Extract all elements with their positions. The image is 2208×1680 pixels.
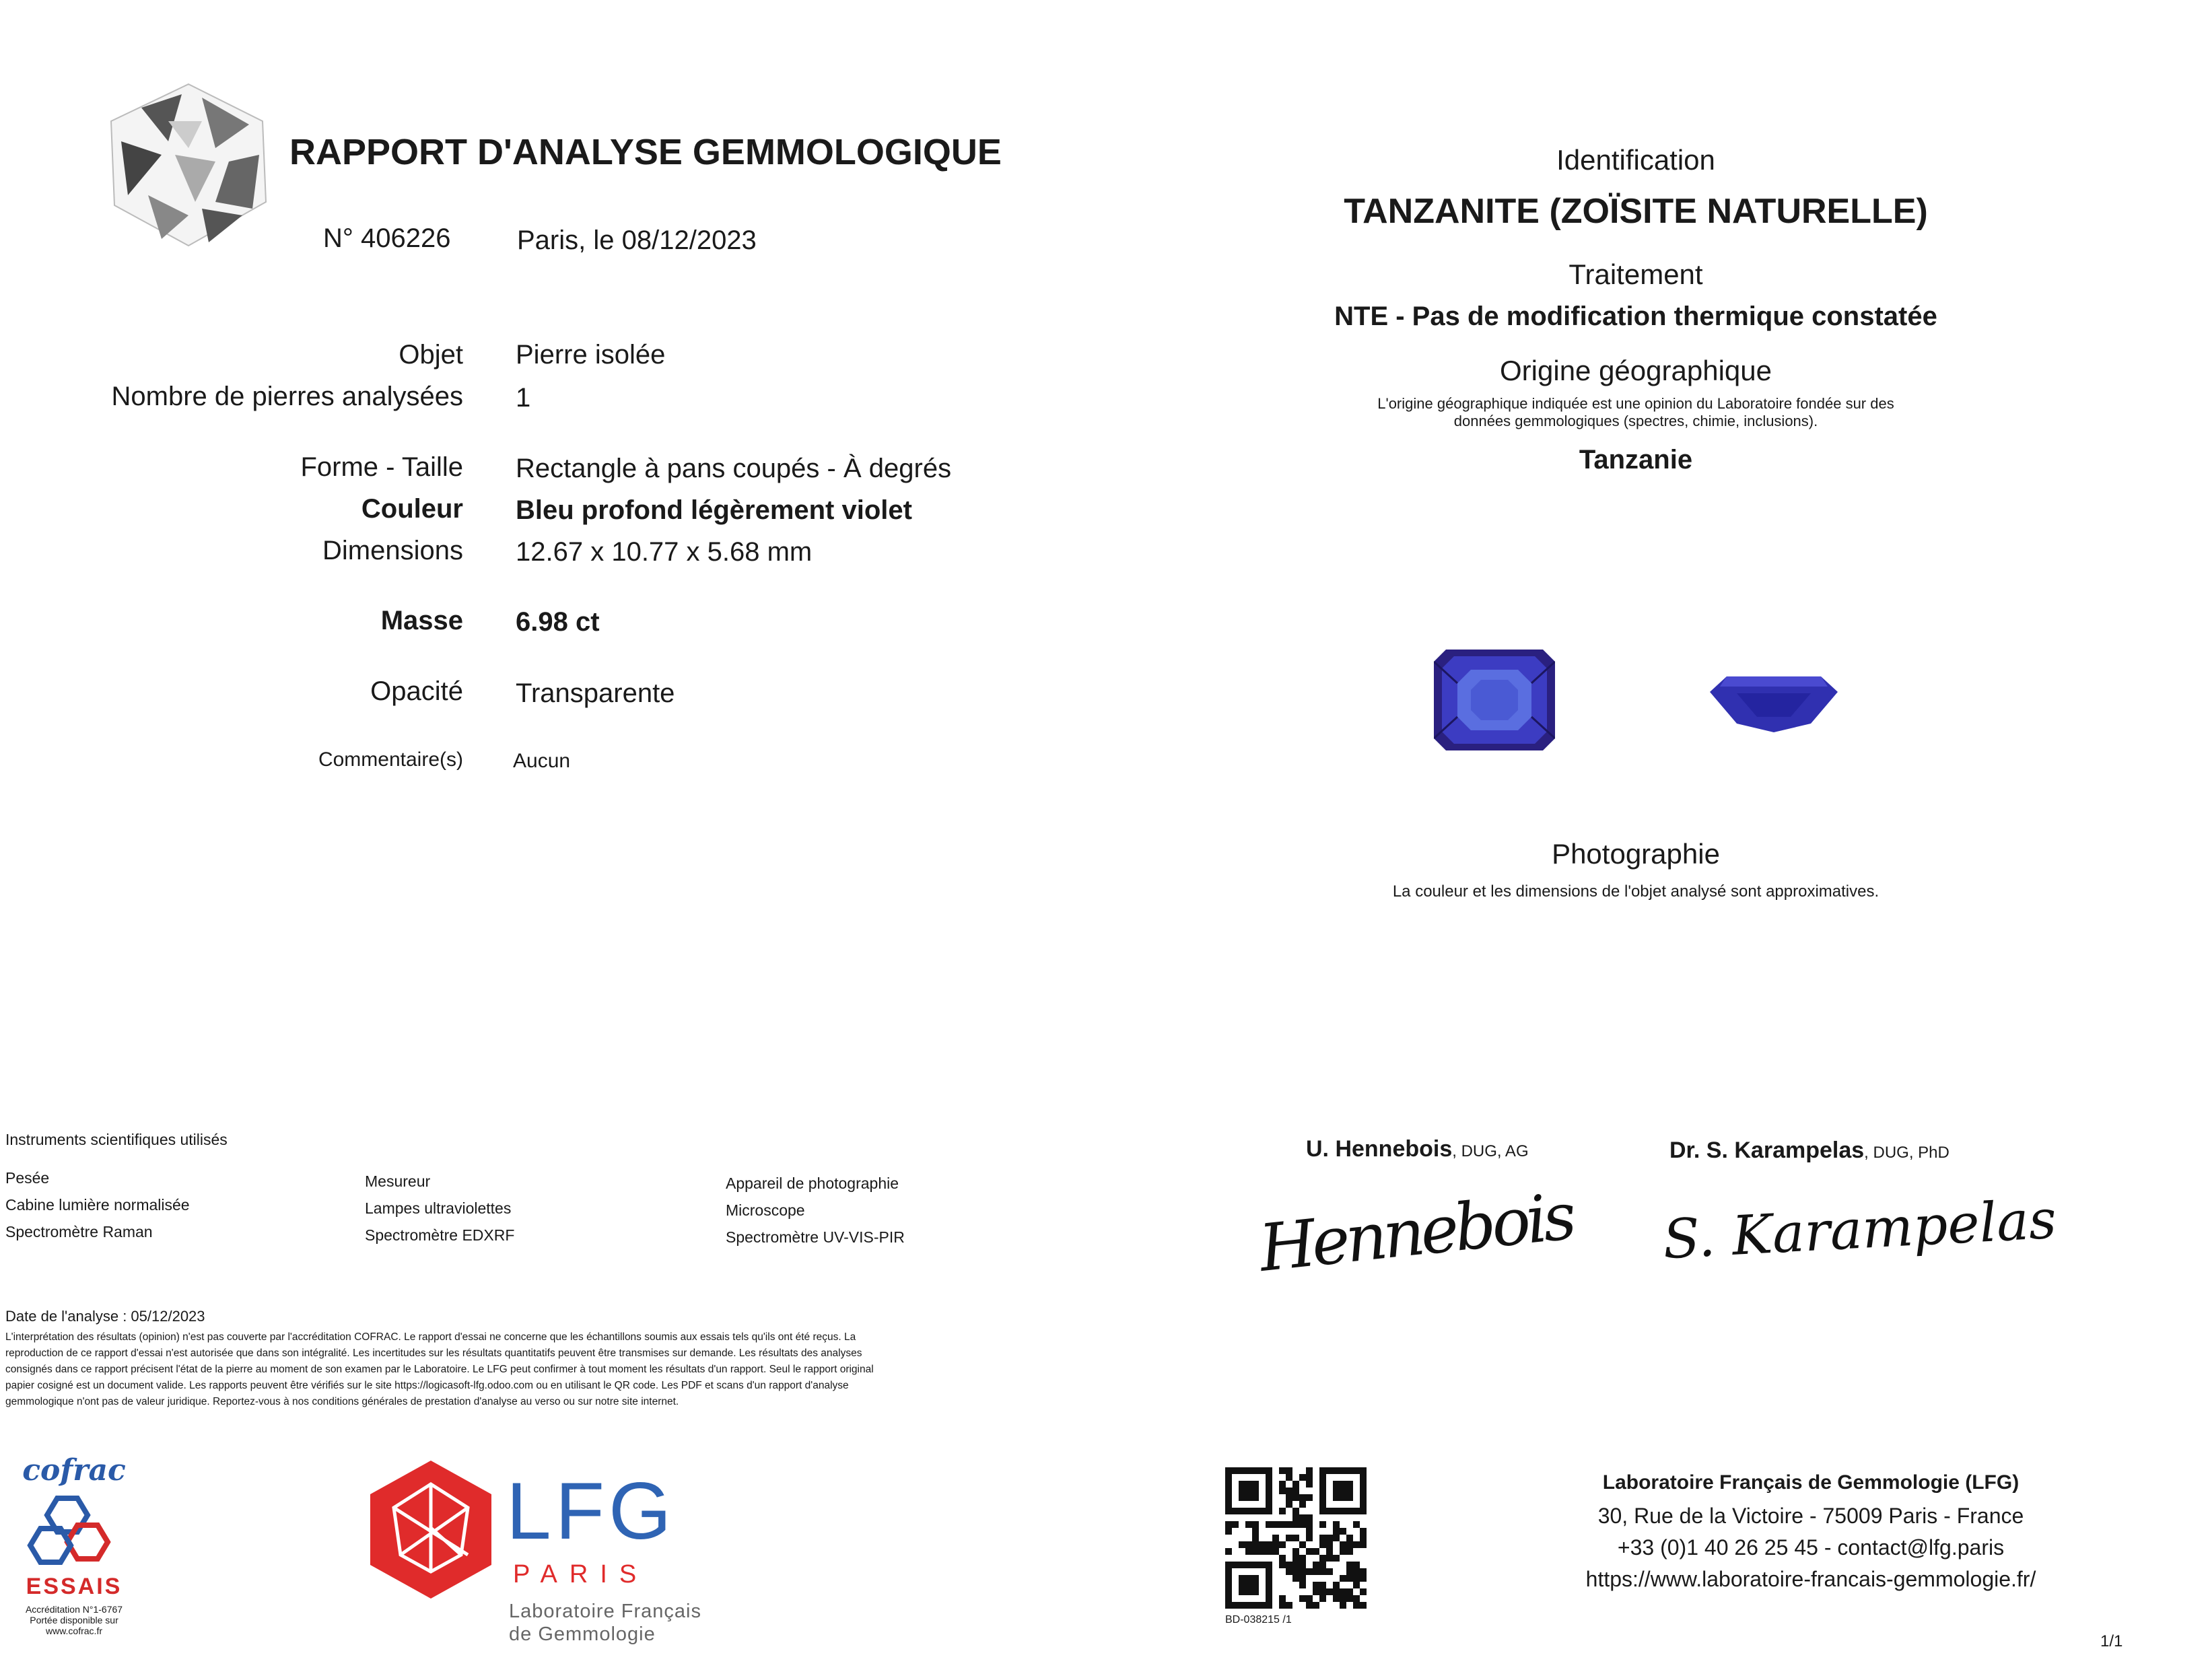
photo-block [1239, 838, 2033, 901]
photo-heading: Photographie [1552, 838, 1720, 870]
identification-value: TANZANITE (ZOÏSITE NATURELLE) [1344, 192, 1928, 231]
instrument-item: Microscope [726, 1201, 805, 1219]
dimensions-label: Dimensions [322, 536, 463, 565]
objet-label: Objet [399, 340, 463, 370]
instrument-item: Spectromètre EDXRF [365, 1226, 515, 1244]
instruments-col-3 [726, 1170, 905, 1251]
page-number: 1/1 [2100, 1632, 2123, 1650]
identification-block [1239, 144, 2033, 475]
dimensions-value: 12.67 x 10.77 x 5.68 mm [516, 537, 813, 567]
couleur-label: Couleur [361, 494, 463, 524]
instruments-col-1 [5, 1164, 190, 1245]
date-analyse: Date de l'analyse : 05/12/2023 [5, 1308, 205, 1325]
instrument-item: Lampes ultraviolettes [365, 1199, 512, 1217]
opacite-label: Opacité [370, 676, 463, 706]
instrument-item: Spectromètre UV-VIS-PIR [726, 1228, 905, 1246]
signatory-1-name: U. Hennebois [1306, 1136, 1453, 1162]
qr-caption: BD-038215 /1 [1225, 1614, 1292, 1625]
legal-line: gemmologique n'ont pas de valeur juridique. Reportez-vous à nos conditions générales de prestation d'analyse au verso ou sur notre site internet. [5, 1396, 679, 1407]
cofrac-site: www.cofrac.fr [45, 1625, 102, 1636]
signatory-1 [1306, 1136, 1529, 1162]
commentaire-value: Aucun [513, 750, 571, 772]
couleur-value: Bleu profond légèrement violet [516, 495, 912, 525]
lfg-subtitle-1: Laboratoire Français [509, 1601, 701, 1622]
qr-code-icon[interactable] [1225, 1467, 1367, 1609]
lab-contact: +33 (0)1 40 26 25 45 - contact@lfg.paris [1617, 1535, 2005, 1560]
lab-address: 30, Rue de la Victoire - 75009 Paris - France [1597, 1504, 2024, 1528]
masse-value: 6.98 ct [516, 607, 600, 637]
gem-photo-top-view [1434, 650, 1555, 750]
origine-note-1: L'origine géographique indiquée est une opinion du Laboratoire fondée sur des [1377, 395, 1894, 412]
cofrac-brand: cofrac [22, 1453, 126, 1488]
legal-line: papier cosigné est un document valide. Les rapports peuvent être vérifiés sur le site https://logicasoft-lfg.odoo.com ou en utilisant le QR code. Les PDF et scans d'un rapport d'analyse [5, 1380, 849, 1391]
legal-line: consignés dans ce rapport précisent l'état de la pierre au moment de son examen par le Laboratoire. Le LFG peut confirmer à tout moment les résultats d'un rapport. Seul le rapport original [5, 1364, 874, 1375]
lab-address-block [1521, 1471, 2100, 1592]
signatory-1-title: , DUG, AG [1452, 1142, 1529, 1160]
gem-photo-side-view [1710, 673, 1838, 734]
nombre-label: Nombre de pierres analysées [111, 382, 463, 411]
instrument-item: Mesureur [365, 1172, 431, 1190]
opacite-value: Transparente [516, 678, 675, 708]
report-place-date: Paris, le 08/12/2023 [517, 225, 757, 255]
traitement-heading: Traitement [1568, 258, 1703, 290]
signatory-2 [1669, 1138, 1950, 1164]
origine-heading: Origine géographique [1500, 355, 1772, 386]
identification-heading: Identification [1556, 144, 1715, 176]
signatory-2-title: , DUG, PhD [1864, 1144, 1950, 1162]
masse-label: Masse [380, 606, 463, 635]
objet-value: Pierre isolée [516, 340, 666, 370]
signatory-2-name: Dr. S. Karampelas [1669, 1138, 1865, 1163]
instruments-col-2 [365, 1168, 514, 1249]
origine-note-2: données gemmologiques (spectres, chimie, inclusions). [1453, 413, 1818, 429]
report-number: N° 406226 [323, 223, 451, 253]
cofrac-accreditation: Accréditation N°1-6767 [25, 1604, 123, 1615]
cofrac-logo [13, 1454, 135, 1636]
lfg-subtitle-2: de Gemmologie [509, 1623, 656, 1645]
legal-line: reproduction de ce rapport d'essai n'est autorisée que dans son intégralité. Les incertitudes sur les résultats quantitatifs peuvent être transmises sur demande. Les résultats des analyses [5, 1348, 862, 1359]
traitement-value: NTE - Pas de modification thermique constatée [1334, 302, 1937, 331]
instrument-item: Spectromètre Raman [5, 1223, 153, 1240]
cofrac-essais: ESSAIS [26, 1574, 123, 1599]
cofrac-portee: Portée disponible sur [30, 1615, 118, 1625]
instrument-item: Appareil de photographie [726, 1175, 899, 1192]
lab-website[interactable]: https://www.laboratoire-francais-gemmologie.fr/ [1585, 1567, 2036, 1591]
lfg-city: PARIS [513, 1560, 649, 1588]
lfg-letters: LFG [506, 1466, 676, 1556]
signatory-1-signature: Hennebois [1255, 1178, 1576, 1287]
commentaire-label: Commentaire(s) [318, 748, 463, 771]
legal-text [5, 1329, 1056, 1410]
diamond-logo-icon [101, 81, 276, 249]
legal-line: L'interprétation des résultats (opinion) n'est pas couverte par l'accréditation COFRAC. Le rapport d'essai ne concerne que les échantillons soumis aux essais tels qu'ils ont été reçus. La [5, 1331, 856, 1343]
instrument-item: Cabine lumière normalisée [5, 1196, 190, 1214]
forme-label: Forme - Taille [300, 452, 463, 482]
origine-value: Tanzanie [1579, 445, 1693, 475]
instrument-item: Pesée [5, 1169, 50, 1187]
forme-value: Rectangle à pans coupés - À degrés [516, 454, 952, 483]
report-title: RAPPORT D'ANALYSE GEMMOLOGIQUE [289, 132, 1002, 172]
instruments-heading: Instruments scientifiques utilisés [5, 1131, 228, 1148]
lab-name: Laboratoire Français de Gemmologie (LFG) [1602, 1471, 2020, 1494]
photo-note: La couleur et les dimensions de l'objet analysé sont approximatives. [1392, 882, 1879, 901]
nombre-value: 1 [516, 383, 531, 413]
signatory-2-signature: S. Karampelas [1661, 1187, 2059, 1271]
cofrac-hexagons-icon [27, 1492, 121, 1572]
lfg-hexagon-icon [367, 1457, 495, 1602]
